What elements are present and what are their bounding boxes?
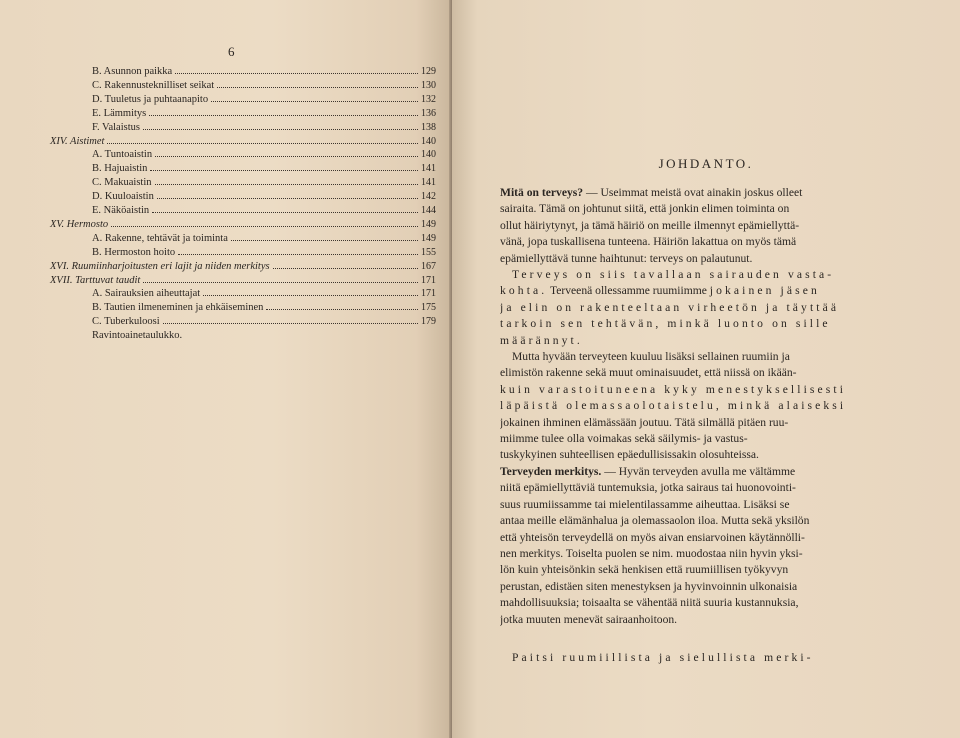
text-run: sairaita. Tämä on johtunut siitä, että jonkin elimen toiminta on [500,202,790,216]
spaced-text: jokainen jäsen [709,284,820,298]
toc-leader-dots [150,170,418,171]
text-line [500,546,916,562]
text-line [500,316,916,332]
toc-entry-page: 141 [421,177,436,189]
toc-leader-dots [217,87,418,88]
toc-row [92,94,436,108]
toc-row [50,136,436,150]
toc-entry-page: 179 [421,316,436,328]
toc-entry-page: 149 [421,232,436,244]
text-run: nen merkitys. Toiselta puolen se nim. muodostaa niin hyvin yksi- [500,546,803,560]
toc-entry-label: A. Sairauksien aiheuttajat [92,288,201,300]
toc-row [50,261,436,275]
text-line [500,464,916,480]
toc-row [50,275,436,289]
toc-entry-label: F. Valaistus [92,121,140,133]
text-line [500,218,916,234]
text-run: Terveenä ollessamme ruumiimme [547,284,710,298]
toc-row [92,108,436,122]
toc-leader-dots [175,73,418,74]
text-line [500,595,916,611]
text-run: antaa meille elämänhalua ja olemassaolon iloa. Mutta sekä yksilön [500,514,810,528]
text-line [500,234,916,250]
toc-entry-page: 175 [421,302,436,314]
spaced-text: kohta. [500,284,548,298]
toc-entry-label: XVII. Tarttuvat taudit [50,274,141,286]
text-run: vänä, jopa tuskallisena tunteena. Häiriön lakattua on myös tämä [500,235,797,249]
toc-entry-label: Ravintoainetaulukko. [92,330,183,342]
toc-entry-page: 155 [421,246,436,258]
toc-entry-page: 140 [421,149,436,161]
toc-entry-page: 136 [421,107,436,119]
text-line [500,251,916,267]
text-line: Paitsi ruumiillista ja sielullista merki- [512,651,814,664]
text-run: niitä epämiellyttäviä tuntemuksia, jotka sairaus tai huonovointi- [500,481,796,495]
text-line [500,201,916,217]
text-run: suus ruumiissamme tai mielentilassamme aiheuttaa. Lisäksi se [500,497,790,511]
toc-entry-label: XVI. Ruumiinharjoitusten eri lajit ja niiden merkitys [50,260,270,272]
text-run: epämiellyttävä tunne haihtunut: terveys on palautunut. [500,251,753,265]
text-run: lön kuin yhteisönkin sekä henkisen että ruumiillisen työkyvyn [500,563,789,577]
spaced-text: Terveys on siis tavallaan sairauden vasta- [512,268,835,281]
toc-row [92,163,436,177]
toc-entry-label: D. Tuuletus ja puhtaanapito [92,93,209,105]
toc-entry-page: 171 [421,288,436,300]
paragraph-resilience [500,349,916,464]
spaced-text: määrännyt. [500,333,583,347]
text-line: elimistön rakenne sekä muut ominaisuudet, että niissä on ikään- [500,366,797,380]
toc-entry-label: B. Tautien ilmeneminen ja ehkäiseminen [92,302,264,314]
paragraph-significance-of-health [500,464,916,628]
text-line: läpäistä olemassaolotaistelu, minkä alaiseksi [500,399,847,413]
text-run: mahdollisuuksia; toisaalta se vähentää niitä suuria kustannuksia, [500,596,799,610]
toc-row [92,330,436,344]
text-line: Mutta hyvään terveyteen kuuluu lisäksi sellainen ruumiin ja [512,350,790,363]
paragraph-health-definition [500,267,916,349]
toc-leader-dots [152,212,418,213]
toc-row [92,177,436,191]
toc-row [92,122,436,136]
toc-row [92,302,436,316]
toc-leader-dots [155,184,419,185]
toc-row [92,66,436,80]
toc-leader-dots [211,101,418,102]
toc-entry-label: D. Kuuloaistin [92,191,154,203]
toc-row [92,288,436,302]
toc-entry-page: 171 [421,274,436,286]
toc-row [92,191,436,205]
lead-heading: Mitä on terveys? [500,186,584,199]
toc-entry-label: B. Hermoston hoito [92,246,176,258]
toc-row [92,233,436,247]
toc-leader-dots [149,115,418,116]
text-run: jotka muuten menevät sairaanhoitoon. [500,612,678,626]
text-run: — Useimmat meistä ovat ainakin joskus olleet [583,186,803,199]
toc-entry-label: XV. Hermosto [50,218,109,230]
toc-entry-page: 129 [421,66,436,77]
toc-entry-label: E. Näköaistin [92,205,150,216]
text-line [500,530,916,546]
text-run: ollut häiriytynyt, ja tämä häiriö on meille ilmennyt epämiellyttä- [500,218,800,232]
spaced-text: ja elin on rakenteeltaan virheetön ja täyttää [500,300,840,314]
toc-leader-dots [231,240,418,241]
text-run: että yhteisön terveydellä on myös aivan ensiarvoinen käytännölli- [500,530,805,544]
toc-leader-dots [178,254,418,255]
right-page [452,0,960,738]
toc-entry-page: 138 [421,121,436,133]
text-line: tuskykyinen suhteellisen epäedullisissakin olosuhteissa. [500,448,759,462]
toc-entry-label: A. Rakenne, tehtävät ja toiminta [92,232,228,244]
toc-leader-dots [111,226,418,227]
text-run: — Hyvän terveyden avulla me vältämme [601,465,796,478]
text-line [500,300,916,316]
toc-entry-label: B. Asunnon paikka [92,66,173,77]
toc-entry-label: B. Hajuaistin [92,163,148,175]
toc-leader-dots [273,268,418,269]
text-line: kuin varastoituneena kyky menestyksellisesti [500,382,847,396]
spaced-text: tarkoin sen tehtävän, minkä luonto on sille [500,317,831,331]
toc-entry-page: 130 [421,79,436,91]
text-line [500,283,916,299]
toc-entry-label: C. Makuaistin [92,177,152,189]
chapter-heading: JOHDANTO. [658,156,754,171]
toc-entry-page: 144 [421,205,436,216]
toc-entry-label: A. Tuntoaistin [92,149,153,161]
text-line [500,480,916,496]
toc-leader-dots [163,323,418,324]
toc-entry-page: 141 [421,163,436,175]
toc-entry-page: 142 [421,191,436,203]
toc-row [50,219,436,233]
toc-entry-label: E. Lämmitys [92,107,147,119]
toc-leader-dots [157,198,418,199]
page-number: 6 [228,44,235,59]
text-line [500,562,916,578]
text-line [500,185,916,201]
toc-entry-label: C. Rakennusteknilliset seikat [92,79,215,91]
paragraph-continuation [500,650,916,666]
toc-entry-label: C. Tuberkuloosi [92,316,160,328]
toc-entry-page: 167 [421,260,436,272]
text-run: perustan, edistäen siten menestyksen ja hyvinvoinnin ulkonaisia [500,579,798,593]
text-line [500,333,916,349]
text-line [500,267,916,283]
toc-row [92,247,436,261]
text-line [500,612,916,628]
toc-leader-dots [143,282,418,283]
toc-entry-page: 140 [421,135,436,147]
toc-row [92,149,436,163]
toc-leader-dots [143,129,418,130]
toc-leader-dots [155,156,418,157]
text-line [500,513,916,529]
toc-leader-dots [266,309,418,310]
text-line: jokainen ihminen elämässään joutuu. Tätä silmällä pitäen ruu- [500,415,789,429]
toc-entry-label: XIV. Aistimet [50,135,105,147]
text-line [500,497,916,513]
left-page [0,0,452,738]
toc-leader-dots [107,143,418,144]
toc-row [92,205,436,219]
toc-row [92,316,436,330]
lead-heading: Terveyden merkitys. [500,465,602,478]
toc-row [92,80,436,94]
toc-entry-page: 149 [421,218,436,230]
paragraph-what-is-health [500,185,916,267]
toc-entry-page: 132 [421,93,436,105]
text-line: miimme tulee olla voimakas sekä säilymis- ja vastus- [500,431,748,445]
text-line [500,579,916,595]
toc-leader-dots [203,295,418,296]
